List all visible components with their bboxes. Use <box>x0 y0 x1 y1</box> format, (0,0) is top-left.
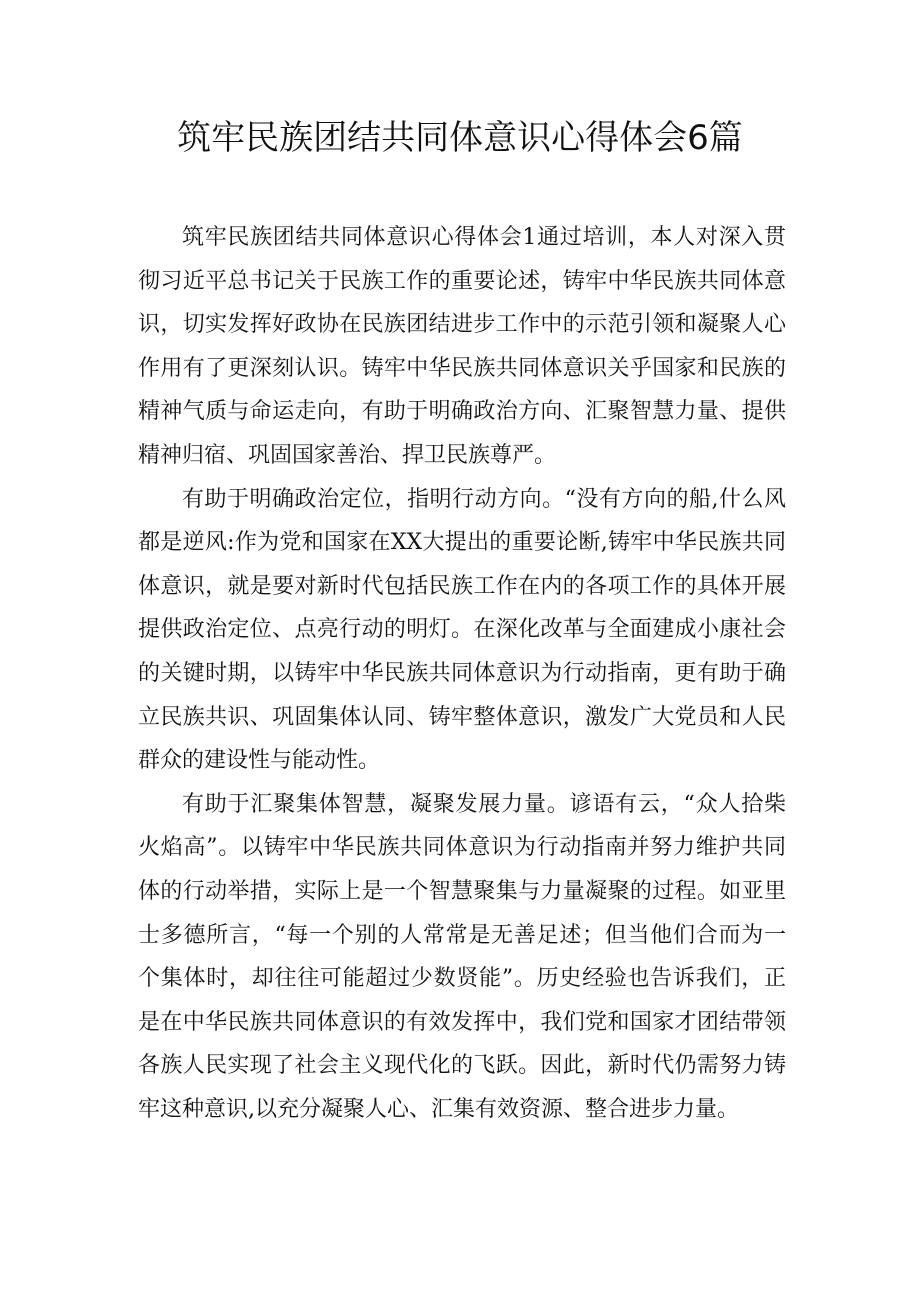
paragraph-1: 筑牢民族团结共同体意识心得体会1通过培训，本人对深入贯彻习近平总书记关于民族工作的重要论述，铸牢中华民族共同体意识，切实发挥好政协在民族团结进步工作中的示范引领和凝聚人心作用有了更深刻认识。铸牢中华民族共同体意识关乎国家和民族的精神气质与命运走向，有助于明确政治方向、汇聚智慧力量、提供精神归宿、巩固国家善治、捍卫民族尊严。 <box>138 225 786 468</box>
document-title: 筑牢民族团结共同体意识心得体会6篇 <box>177 118 743 158</box>
paragraph-2: 有助于明确政治定位，指明行动方向。“没有方向的船,什么风都是逆风:作为党和国家在XX大提出的重要论断,铸牢中华民族共同体意识，就是要对新时代包括民族工作在内的各项工作的具体开展提供政治定位、点亮行动的明灯。在深化改革与全面建成小康社会的关键时期，以铸牢中华民族共同体意识为行动指南，更有助于确立民族共识、巩固集体认同、铸牢整体意识，激发广大党员和人民群众的建设性与能动性。 <box>138 486 786 774</box>
paragraph-3: 有助于汇聚集体智慧，凝聚发展力量。谚语有云，“众人拾柴火焰高”。以铸牢中华民族共同体意识为行动指南并努力维护共同体的行动举措，实际上是一个智慧聚集与力量凝聚的过程。如亚里士多德所言，“每一个别的人常常是无善足述；但当他们合而为一个集体时，却往往可能超过少数贤能”。历史经验也告诉我们，正是在中华民族共同体意识的有效发挥中，我们党和国家才团结带领各族人民实现了社会主义现代化的飞跃。因此，新时代仍需努力铸牢这种意识,以充分凝聚人心、汇集有效资源、整合进步力量。 <box>138 791 786 1122</box>
document-body <box>138 216 786 1131</box>
